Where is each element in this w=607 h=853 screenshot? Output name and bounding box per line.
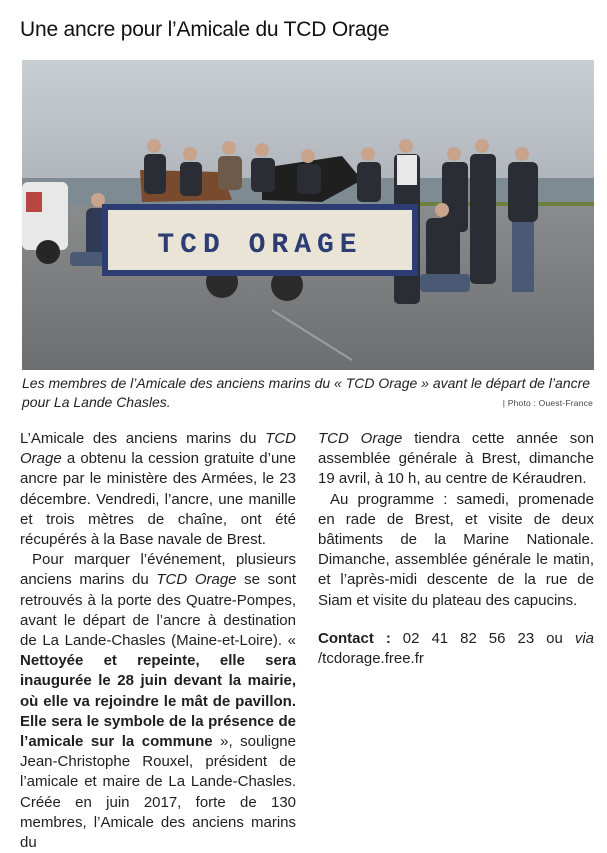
caption-text: Les membres de l’Amicale des anciens marins du « TCD Orage » avant le départ de l’ancre pour La Lande Chasles.: [22, 375, 591, 410]
p2-quote: Nettoyée et repeinte, elle sera inaugurée le 28 juin devant la mairie, où elle va rejoindre le mât de pavillon. Elle sera le symbole de la présence de l’amicale sur la commune: [20, 652, 296, 751]
contact-phone: 02 41 82 56 23 ou: [390, 629, 575, 647]
paragraph-1: [20, 429, 296, 550]
banner-text: TCD ORAGE: [157, 230, 363, 261]
p2-text-a: Pour marquer l’événement, plusieurs anciens marins du: [20, 551, 296, 589]
p1-text-b: a obtenu la cession gratuite d’une ancre par le ministère des Armées, le 23 décembre. Vendredi, l’ancre, une manille et trois mètres de chaîne, ont été récupérés à la Base navale de Brest.: [20, 450, 296, 549]
contact-url[interactable]: /tcdorage.free.fr: [318, 650, 424, 668]
spacer: [318, 611, 594, 629]
contact-label: Contact :: [318, 629, 391, 647]
article-column-right: [318, 429, 594, 669]
paragraph-3: Au programme : samedi, promenade en rade de Brest, et visite de deux bâtiments de la Marine Nationale. Dimanche, assemblée générale le matin, et l’après-midi descente de la rue de Siam et visite du plateau des capucins.: [318, 490, 594, 609]
contact-line: [318, 629, 594, 669]
p1-ship-name: TCD Orage: [20, 430, 296, 468]
p1-text-a: L’Amicale des anciens marins du: [20, 430, 266, 447]
paragraph-2-continued: [318, 429, 594, 490]
p2-ship-name: TCD Orage: [156, 571, 237, 589]
article-photo: [22, 60, 594, 370]
p2-ship-name-2: TCD Orage: [318, 430, 403, 447]
p2-text-b: se sont retrouvés à la porte des Quatre-Pompes, avant le départ de l’ancre à destination de La Lande-Chasles (Maine-et-Loire). «: [20, 571, 297, 650]
group-photo-illustration: [22, 60, 594, 370]
headline: Une ancre pour l’Amicale du TCD Orage: [20, 18, 390, 41]
photo-credit: | Photo : Ouest-France: [502, 398, 593, 408]
p2-text-d: tiendra cette année son assemblée générale à Brest, dimanche 19 avril, à 10 h, au centre de Kéraudren.: [318, 430, 594, 488]
article-column-left: [20, 429, 296, 853]
paragraph-2: [20, 550, 296, 853]
p2-text-c: », souligne Jean-Christophe Rouxel, président de l’amicale et maire de La Lande-Chasles. Créée en juin 2017, forte de 130 membres, l’Amicale des anciens marins du: [20, 733, 296, 852]
contact-via: via: [574, 629, 594, 647]
